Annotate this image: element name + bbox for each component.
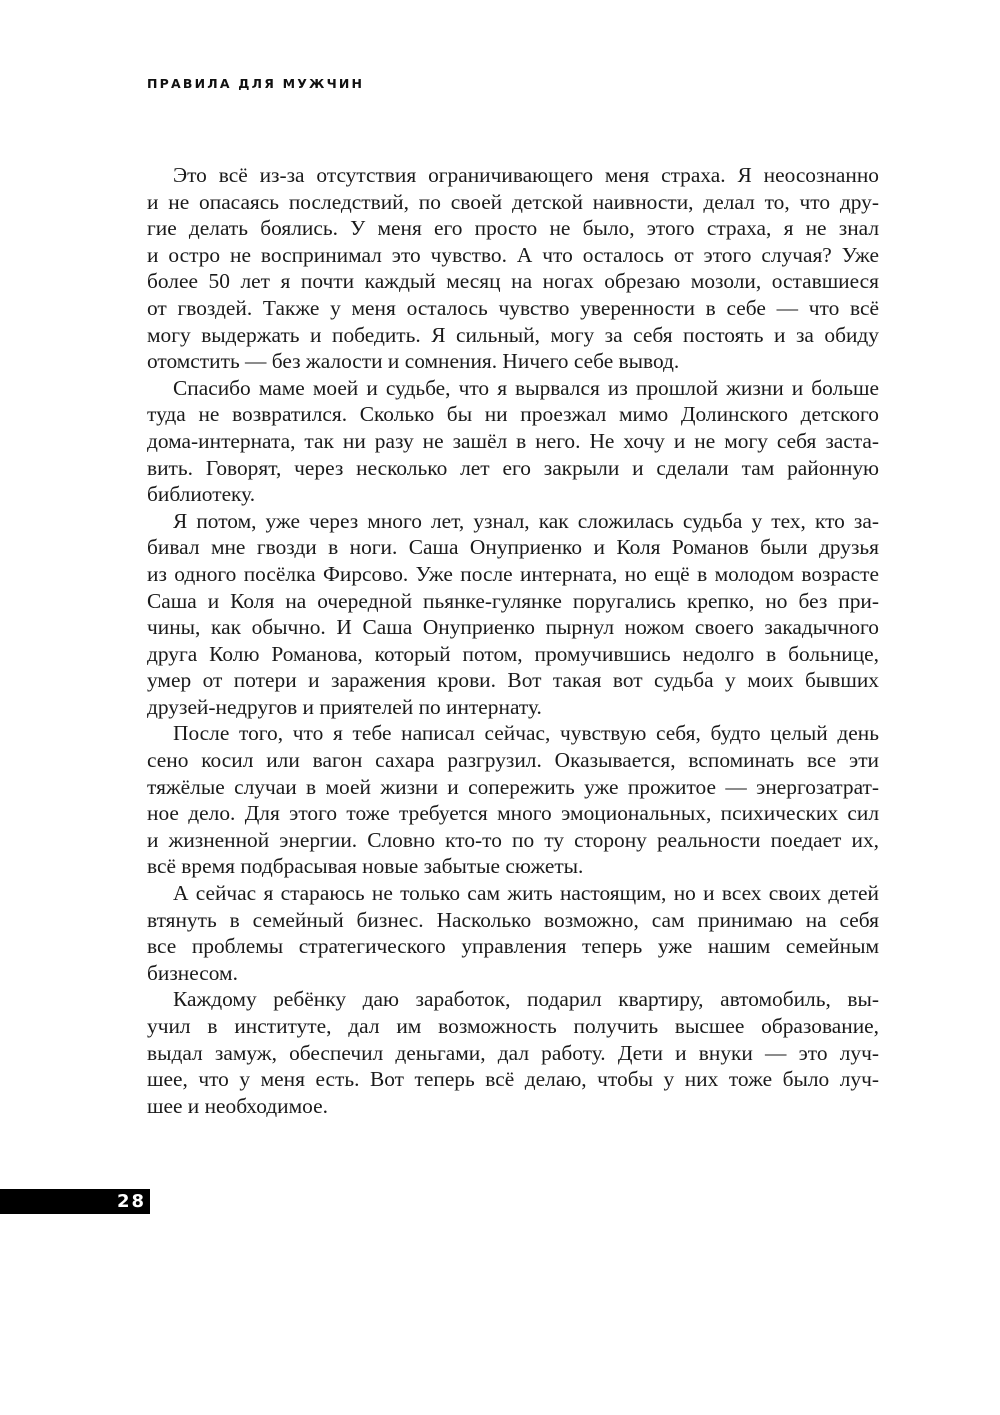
text-line: все проблемы стратегического управления теперь уже нашим семейным bbox=[147, 934, 879, 959]
text-line: сено косил или вагон сахара разгрузил. Оказывается, вспоминать все эти bbox=[147, 748, 879, 773]
text-line: чины, как обычно. И Саша Онуприенко пырнул ножом своего закадычного bbox=[147, 615, 879, 640]
text-line: отомстить — без жалости и сомнения. Ничего себе вывод. bbox=[147, 349, 680, 374]
text-line: вить. Говорят, через несколько лет его закрыли и сделали там районную bbox=[147, 455, 879, 480]
text-line: из одного посёлка Фирсово. Уже после интерната, но ещё в молодом возрасте bbox=[147, 561, 879, 586]
paragraph bbox=[147, 720, 879, 880]
paragraph bbox=[147, 375, 879, 508]
text-line: А сейчас я стараюсь не только сам жить настоящим, но и всех своих детей bbox=[173, 881, 879, 906]
paragraph bbox=[147, 162, 879, 375]
text-line: умер от потери и заражения крови. Вот такая вот судьба у моих бывших bbox=[147, 668, 879, 693]
text-line: могу выдержать и победить. Я сильный, могу за себя постоять и за обиду bbox=[147, 322, 879, 347]
body-text bbox=[147, 162, 879, 1119]
text-line: После того, что я тебе написал сейчас, чувствую себя, будто целый день bbox=[173, 721, 879, 746]
text-line: Спасибо маме моей и судьбе, что я вырвался из прошлой жизни и больше bbox=[173, 375, 879, 400]
text-line: библиотеку. bbox=[147, 482, 256, 507]
text-line: туда не возвратился. Сколько бы ни проезжал мимо Долинского детского bbox=[147, 402, 879, 427]
text-line: Я потом, уже через много лет, узнал, как сложилась судьба у тех, кто за- bbox=[173, 508, 879, 533]
text-line: шее, что у меня есть. Вот теперь всё делаю, чтобы у них тоже было луч- bbox=[147, 1067, 879, 1092]
text-line: гие делать боялись. У меня его просто не было, этого страха, я не знал bbox=[147, 216, 879, 241]
paragraph bbox=[147, 508, 879, 721]
text-line: выдал замуж, обеспечил деньгами, дал работу. Дети и внуки — это луч- bbox=[147, 1040, 879, 1065]
text-line: тяжёлые случаи в моей жизни и сопережить уже прожитое — энергозатрат- bbox=[147, 774, 879, 799]
paragraph bbox=[147, 880, 879, 986]
text-line: и остро не воспринимал это чувство. А что осталось от этого случая? Уже bbox=[147, 242, 879, 267]
text-line: от гвоздей. Также у меня осталось чувство уверенности в себе — что всё bbox=[147, 295, 879, 320]
text-line: Каждому ребёнку даю заработок, подарил квартиру, автомобиль, вы- bbox=[173, 987, 879, 1012]
page-number-bar bbox=[0, 1189, 150, 1214]
text-line: шее и необходимое. bbox=[147, 1093, 328, 1118]
text-line: Саша и Коля на очередной пьянке-гулянке поругались крепко, но без при- bbox=[147, 588, 879, 613]
text-line: и жизненной энергии. Словно кто-то по ту сторону реальности поедает их, bbox=[147, 827, 879, 852]
text-line: втянуть в семейный бизнес. Насколько возможно, сам принимаю на себя bbox=[147, 907, 879, 932]
text-line: всё время подбрасывая новые забытые сюжеты. bbox=[147, 854, 584, 879]
text-line: и не опасаясь последствий, по своей детской наивности, делал то, что дру- bbox=[147, 189, 879, 214]
text-line: более 50 лет я почти каждый месяц на ногах обрезаю мозоли, оставшиеся bbox=[147, 269, 879, 294]
text-line: ное дело. Для этого тоже требуется много эмоциональных, психических сил bbox=[147, 801, 879, 826]
paragraph bbox=[147, 986, 879, 1119]
running-head: ПРАВИЛА ДЛЯ МУЖЧИН bbox=[147, 76, 365, 91]
text-line: бивал мне гвозди в ноги. Саша Онуприенко и Коля Романов были друзья bbox=[147, 535, 879, 560]
page-number: 28 bbox=[116, 1191, 146, 1212]
text-line: дома-интерната, так ни разу не зашёл в него. Не хочу и не могу себя заста- bbox=[147, 428, 879, 453]
text-line: друга Колю Романова, который потом, промучившись недолго в больнице, bbox=[147, 641, 879, 666]
text-line: Это всё из-за отсутствия ограничивающего меня страха. Я неосознанно bbox=[173, 163, 879, 187]
text-line: друзей-недругов и приятелей по интернату. bbox=[147, 694, 542, 719]
text-line: учил в институте, дал им возможность получить высшее образование, bbox=[147, 1014, 879, 1038]
text-line: бизнесом. bbox=[147, 960, 238, 985]
